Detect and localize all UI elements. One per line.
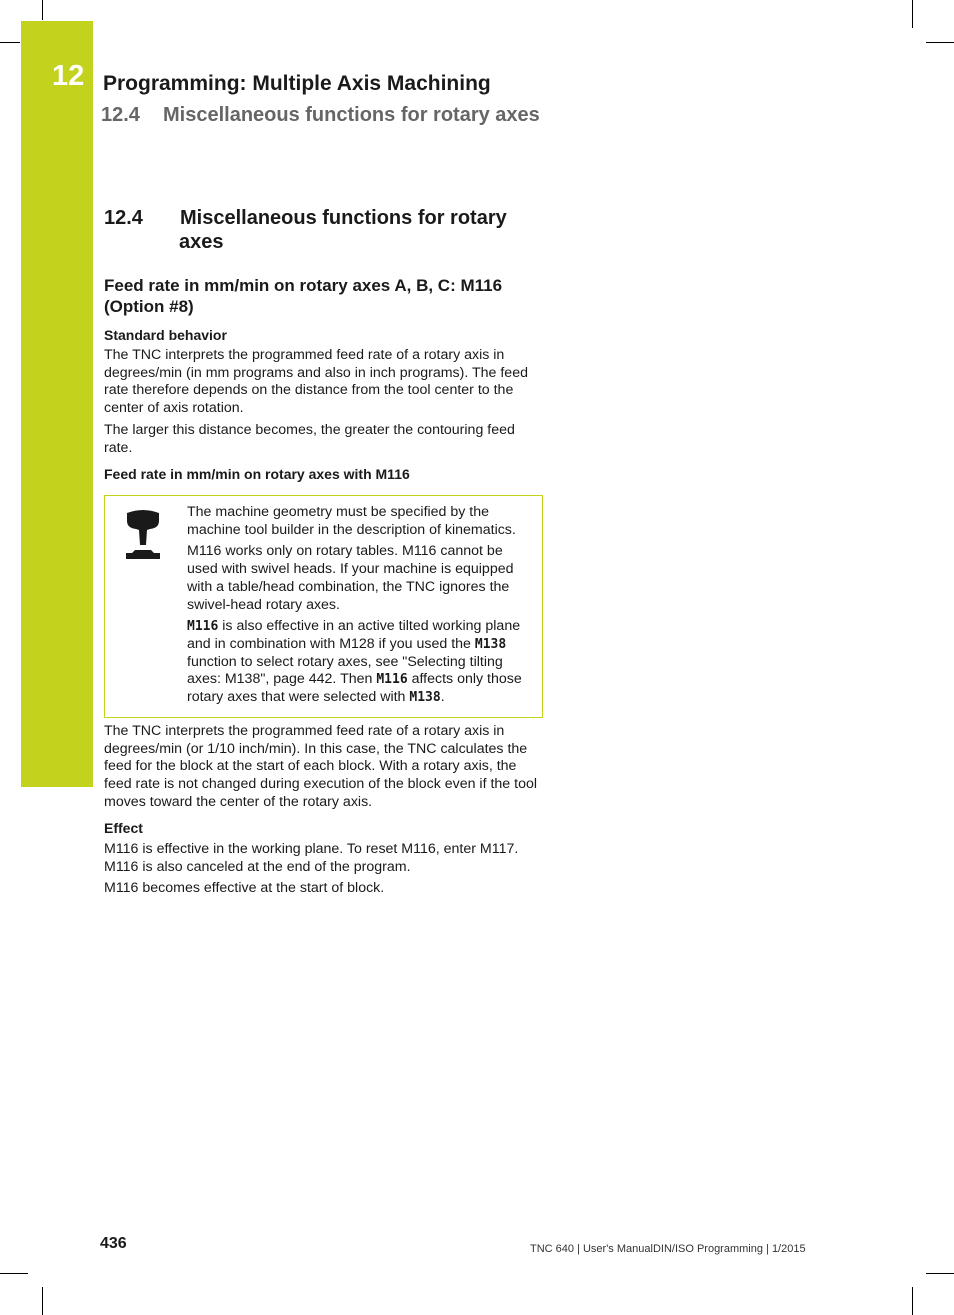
crop-mark [42, 1287, 43, 1315]
effect-paragraph-2: M116 becomes effective at the start of block. [104, 880, 385, 896]
note-paragraph-1: The machine geometry must be specified by the machine tool builder in the description of kinematics. [187, 504, 516, 538]
code-m138: M138 [409, 690, 441, 706]
standard-behavior-label: Standard behavior [104, 327, 227, 343]
running-chapter-title: Programming: Multiple Axis Machining [103, 72, 491, 95]
note-text-run: is also effective in an active tilted working plane and in combination with M128 if you used the [187, 618, 521, 652]
running-section-text: Miscellaneous functions for rotary axes [163, 104, 540, 126]
subsection-heading: Feed rate in mm/min on rotary axes A, B, C: M116 (Option #8) [104, 276, 503, 316]
crop-mark [0, 42, 20, 43]
standard-behavior-paragraph-1: The TNC interprets the programmed feed rate of a rotary axis in degrees/min (in mm programs and also in inch programs). The feed rate therefore depends on the distance from the tool center to the center of axis rotation. [104, 347, 528, 417]
code-m116: M116 [376, 672, 408, 688]
crop-mark [42, 0, 43, 20]
section-number: 12.4 [104, 207, 143, 229]
chapter-sidebar [21, 21, 93, 787]
page-number: 436 [100, 1235, 127, 1252]
feed-m116-label: Feed rate in mm/min on rotary axes with M116 [104, 466, 410, 482]
footer-text: TNC 640 | User's ManualDIN/ISO Programming | 1/2015 [530, 1243, 806, 1255]
effect-paragraph-1: M116 is effective in the working plane. To reset M116, enter M117. M116 is also canceled at the end of the program. [104, 841, 519, 875]
crop-mark [0, 1273, 28, 1274]
crop-mark [912, 0, 913, 28]
note-paragraph-2: M116 works only on rotary tables. M116 cannot be used with swivel heads. If your machine is equipped with a table/head combination, the TNC ignores the swivel-head rotary axes. [187, 543, 514, 613]
note-paragraph-3 [187, 618, 537, 707]
chapter-number: 12 [52, 60, 85, 92]
code-m116: M116 [187, 619, 219, 635]
section-title-line2: axes [179, 231, 224, 253]
body-paragraph: The TNC interprets the programmed feed rate of a rotary axis in degrees/min (or 1/10 inch/min). In this case, the TNC calculates the feed for the block at the start of each block. With a rotary axis, the feed rate is not changed during execution of the block even if the tool moves toward the center of the rotary axis. [104, 723, 538, 810]
machine-note-icon [123, 508, 163, 560]
running-section-title [101, 104, 540, 127]
code-m138: M138 [474, 636, 507, 652]
crop-mark [926, 1273, 954, 1274]
standard-behavior-paragraph-2: The larger this distance becomes, the greater the contouring feed rate. [104, 422, 515, 456]
note-box [104, 495, 543, 718]
effect-label: Effect [104, 820, 143, 836]
note-text-run: function to select rotary axes, see "Selecting tilting axes: M138", page 442. Then [187, 653, 503, 688]
crop-mark [912, 1287, 913, 1315]
running-section-number: 12.4 [101, 104, 140, 126]
note-text-run: affects only those rotary axes that were selected with [187, 671, 522, 706]
section-heading [104, 206, 544, 254]
note-text [187, 504, 537, 711]
section-title-line1: Miscellaneous functions for rotary [180, 207, 507, 229]
note-text-run: . [440, 689, 445, 706]
crop-mark [926, 42, 954, 43]
